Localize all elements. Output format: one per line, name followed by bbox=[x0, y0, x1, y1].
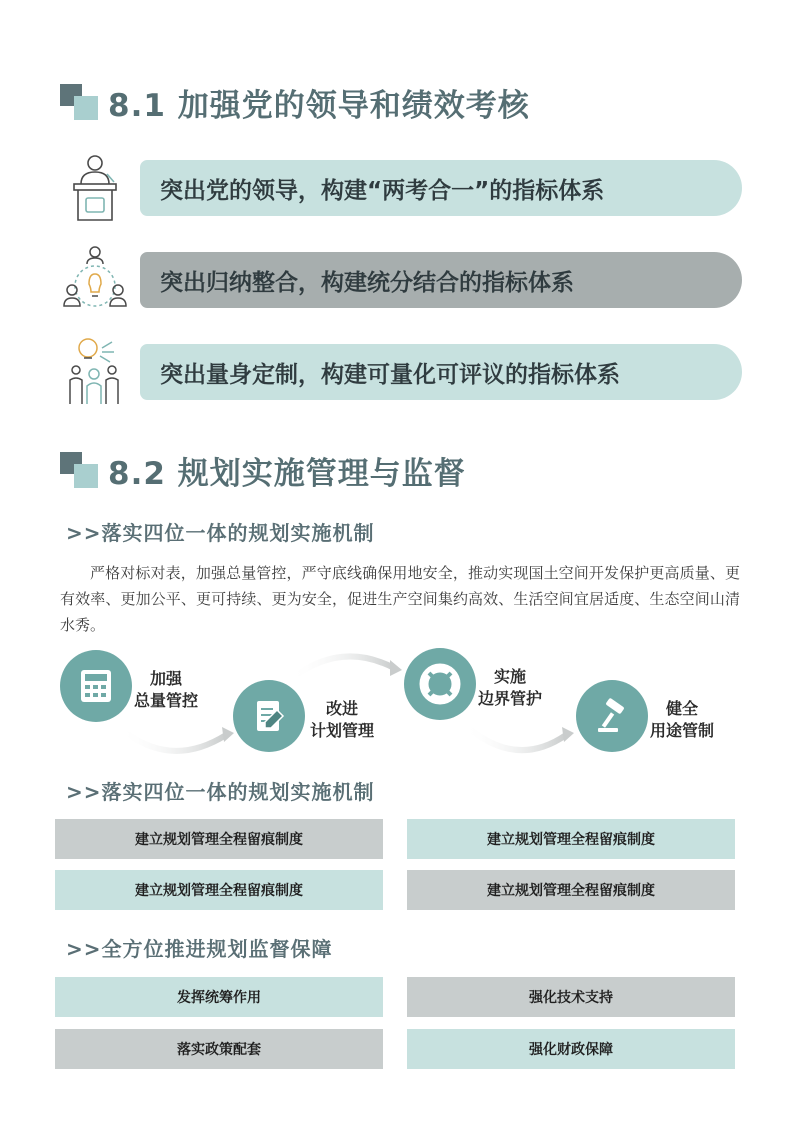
mechanism-box: 建立规划管理全程留痕制度 bbox=[407, 870, 735, 910]
edit-document-icon bbox=[233, 680, 305, 752]
people-idea-icon bbox=[62, 336, 128, 406]
flow-label: 实施 边界管护 bbox=[478, 667, 543, 708]
banner-text: 突出量身定制，构建可量化可评议的指标体系 bbox=[160, 361, 620, 388]
banner-item bbox=[140, 252, 742, 308]
banner-text: 突出党的领导，构建“两考合一”的指标体系 bbox=[160, 177, 605, 204]
body-paragraph: 严格对标对表，加强总量管控，严守底线确保用地安全，推动实现国土空间开发保护更高质量、更有效率、更加公平、更可持续、更为安全，促进生产空间集约高效、生活空间宜居适度、生态空间山清水秀。 bbox=[60, 564, 740, 634]
guarantee-box: 强化技术支持 bbox=[407, 977, 735, 1017]
section-title: 8.1 加强党的领导和绩效考核 bbox=[108, 87, 530, 124]
gavel-icon bbox=[576, 680, 648, 752]
guarantee-box: 落实政策配套 bbox=[55, 1029, 383, 1069]
lifebuoy-icon bbox=[404, 648, 476, 720]
sub-heading: >>全方位推进规划监督保障 bbox=[66, 937, 333, 961]
mechanism-box: 建立规划管理全程留痕制度 bbox=[55, 870, 383, 910]
section-header-8-2 bbox=[60, 448, 466, 492]
banner-text: 突出归纳整合，构建统分结合的指标体系 bbox=[160, 269, 574, 296]
mechanism-box: 建立规划管理全程留痕制度 bbox=[55, 819, 383, 859]
sub-heading: >>落实四位一体的规划实施机制 bbox=[66, 780, 375, 804]
flow-label: 加强 总量管控 bbox=[134, 669, 199, 710]
sub-heading: >>落实四位一体的规划实施机制 bbox=[66, 521, 375, 545]
flow-label: 改进 计划管理 bbox=[310, 699, 375, 740]
section-header-8-1 bbox=[60, 80, 530, 124]
banner-item bbox=[140, 160, 742, 216]
guarantee-box: 强化财政保障 bbox=[407, 1029, 735, 1069]
speaker-podium-icon bbox=[62, 152, 128, 222]
guarantee-box: 发挥统筹作用 bbox=[55, 977, 383, 1017]
calculator-icon bbox=[60, 650, 132, 722]
team-idea-bulb-icon bbox=[62, 244, 128, 314]
mechanism-box: 建立规划管理全程留痕制度 bbox=[407, 819, 735, 859]
section-square-icon bbox=[60, 452, 100, 488]
flow-label: 健全 用途管制 bbox=[650, 699, 715, 740]
section-square-icon bbox=[60, 84, 100, 120]
banner-item bbox=[140, 344, 742, 400]
section-title: 8.2 规划实施管理与监督 bbox=[108, 455, 466, 492]
